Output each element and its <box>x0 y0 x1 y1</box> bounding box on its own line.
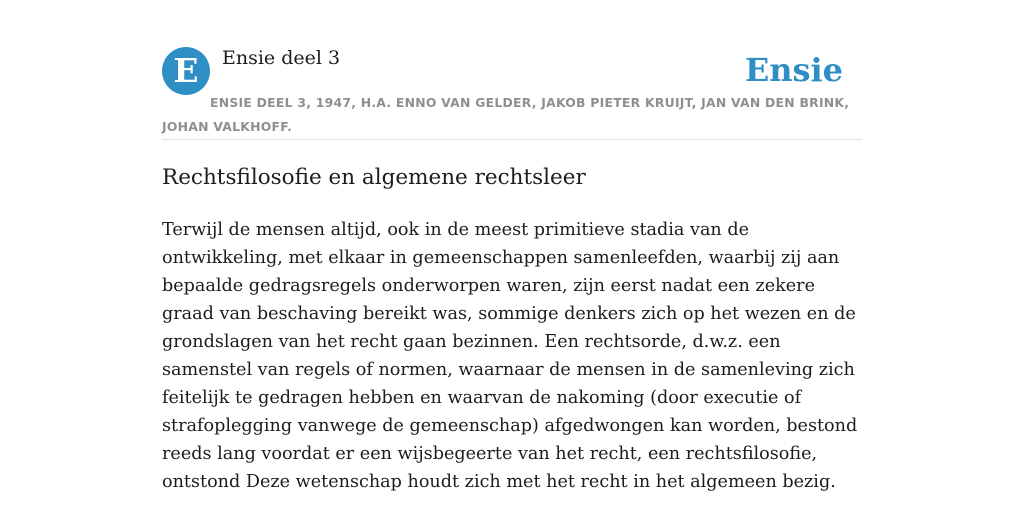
header-divider <box>162 139 862 140</box>
source-meta: ENSIE DEEL 3, 1947, H.A. ENNO VAN GELDER, JAKOB PIETER KRUIJT, JAN VAN DEN BRINK, JOHAN VALKHOFF. <box>162 95 850 134</box>
article-body: Terwijl de mensen altijd, ook in de meest primitieve stadia van de ontwikkeling, met elkaar in gemeenschappen samenleefden, waarbij zij aan bepaalde gedragsregels onderworpen waren, zijn eerst nadat een zekere graad van beschaving bereikt was, sommige denkers zich op het wezen en de grondslagen van het recht gaan bezinnen. Een rechtsorde, d.w.z. een samenstel van regels of normen, waarnaar de mensen in de samenleving zich feitelijk te gedragen hebben en waarvan de nakoming (door executie of strafoplegging vanwege de gemeenschap) afgedwongen kan worden, bestond reeds lang voordat er een wijsbegeerte van het recht, een rechtsfilosofie, ontstond Deze wetenschap houdt zich met het recht in het algemeen bezig. <box>162 220 858 492</box>
brand-link[interactable]: Ensie <box>744 51 843 89</box>
book-title-link[interactable]: Ensie deel 3 <box>222 47 341 69</box>
header <box>162 44 862 140</box>
article-title: Rechtsfilosofie en algemene rechtsleer <box>162 165 586 190</box>
ensie-logo-icon[interactable]: E <box>162 47 210 95</box>
